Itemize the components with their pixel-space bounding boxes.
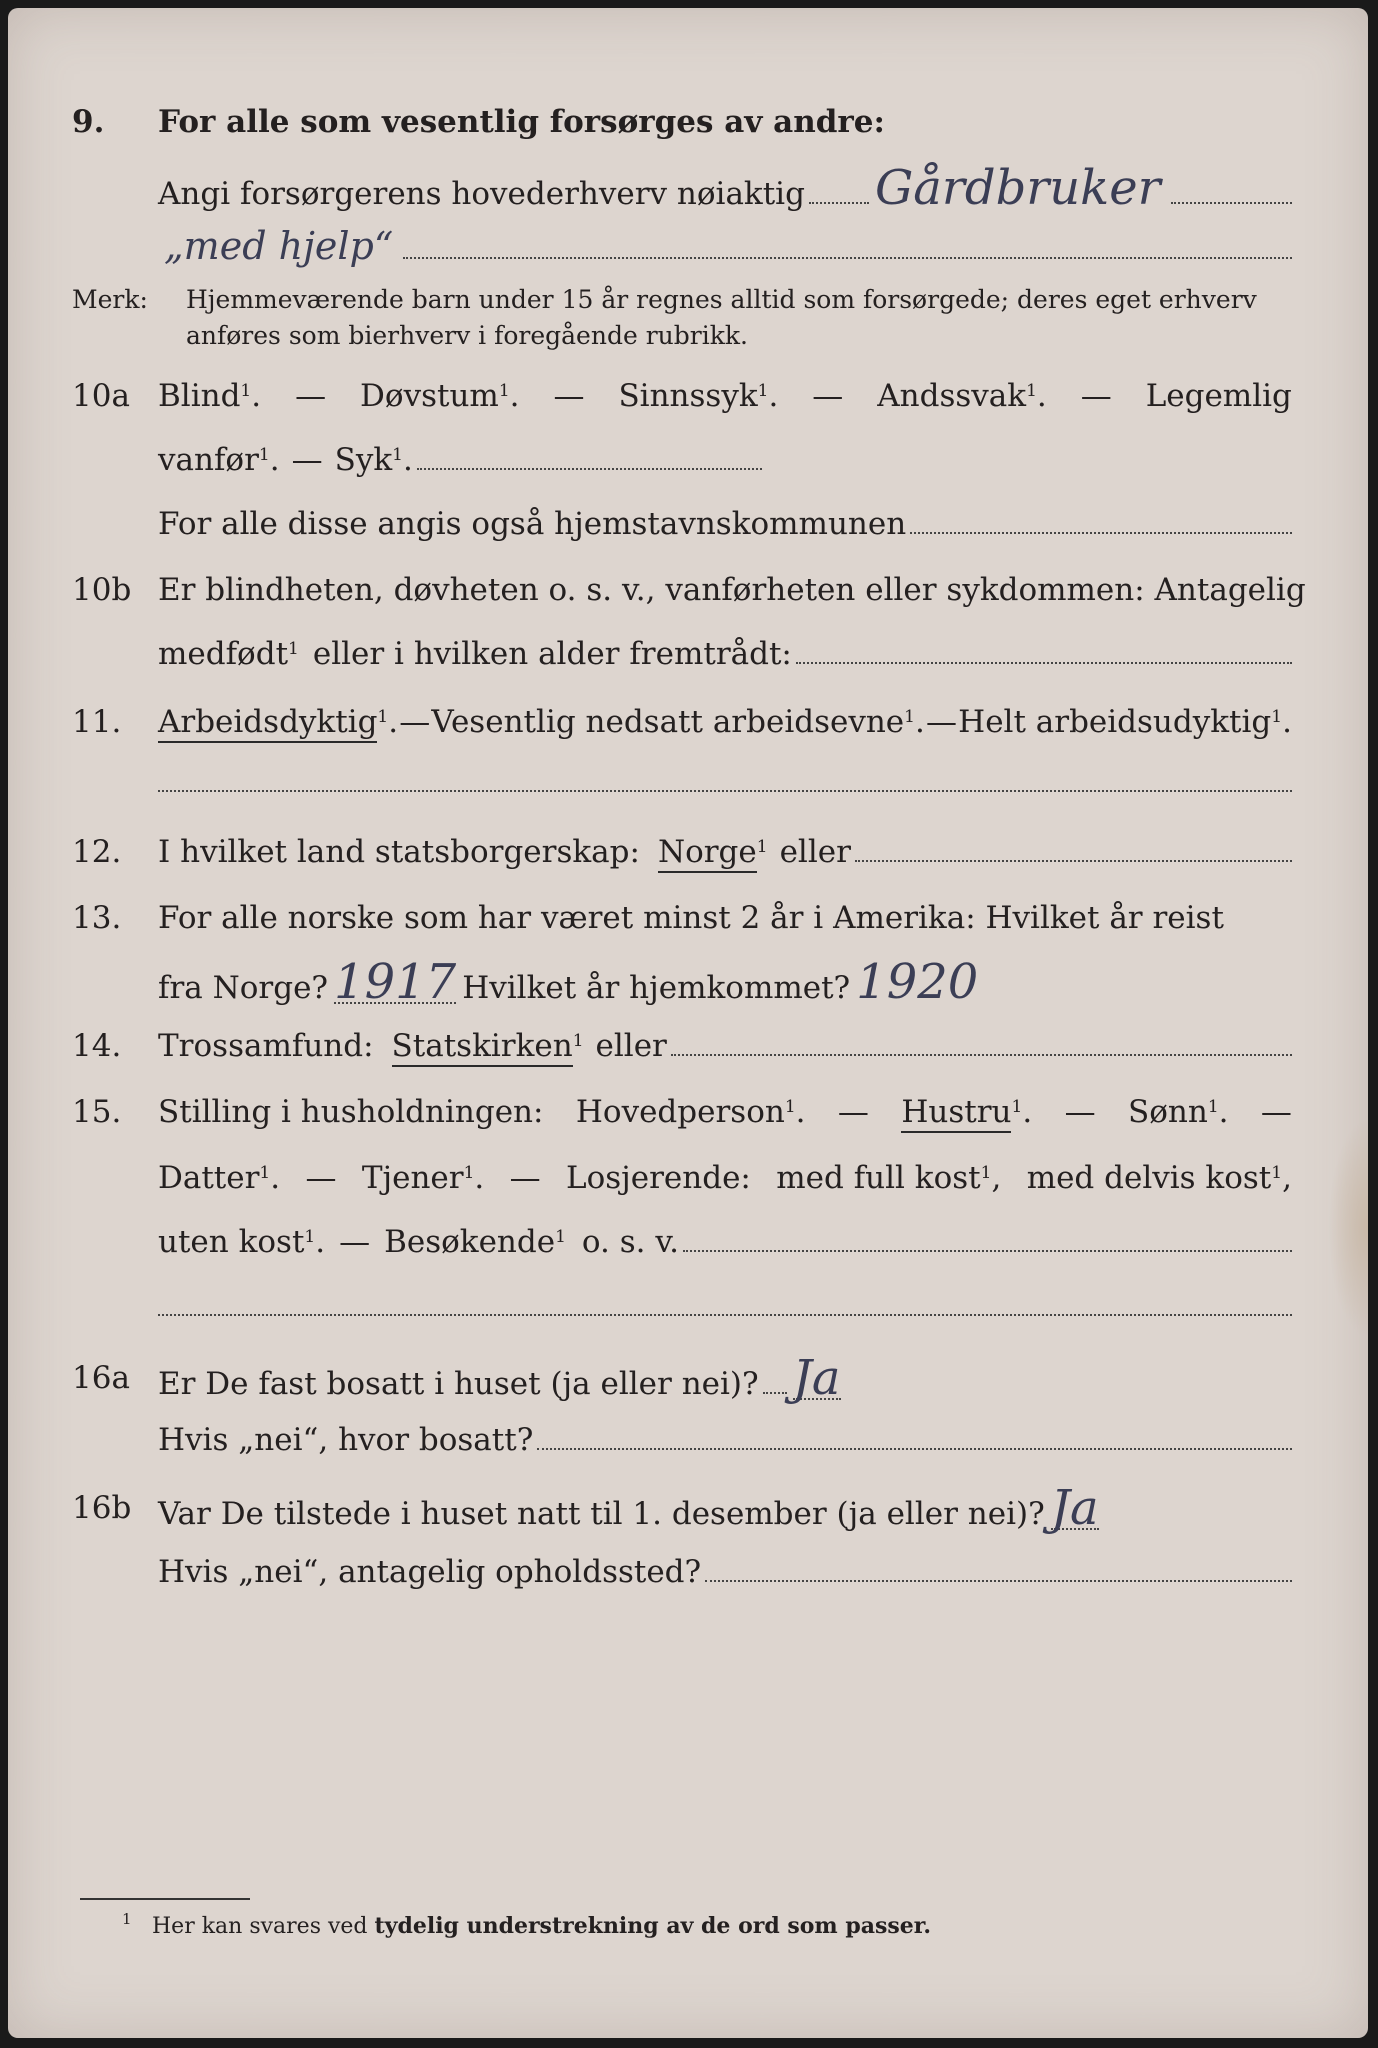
- q10a-hjemstavn-dots: [910, 508, 1292, 534]
- merk-label: Merk:: [72, 285, 148, 314]
- q14-number: 14.: [72, 1028, 122, 1064]
- q10a-line3: [158, 504, 1292, 544]
- q15-line3: [158, 1222, 1292, 1262]
- q16a-answer: Ja: [792, 1350, 841, 1406]
- q10a-legemlig: Legemlig: [1145, 378, 1292, 414]
- dash: —: [1064, 1094, 1096, 1130]
- q15-osv: o. s. v.: [581, 1224, 680, 1260]
- dash: —: [339, 1224, 371, 1260]
- q15-uten-kost: uten kost$^1$.: [158, 1224, 326, 1260]
- q13-line1: [158, 898, 1292, 938]
- q16b-hvis: Hvis „nei“, antagelig opholdssted?: [158, 1554, 702, 1590]
- footnote-mark: 1: [122, 1910, 132, 1928]
- q14-line: [158, 1026, 1292, 1066]
- dash: —: [812, 378, 844, 414]
- merk-line2: anføres som bierhverv i foregående rubrikk.: [186, 321, 748, 350]
- q10a-andssvak: Andssvak$^1$.: [877, 378, 1047, 414]
- q11-blank-line: [158, 766, 1292, 792]
- q10a-dovstum: Døvstum$^1$.: [360, 378, 520, 414]
- q16b-prompt: Var De tilstede i huset natt til 1. desember (ja eller nei)?: [158, 1496, 1045, 1532]
- q15-blank-line: [158, 1290, 1292, 1316]
- q16b-line1: [158, 1480, 1292, 1536]
- q16a-line1: [158, 1350, 1292, 1406]
- q15-full-kost: med full kost$^1$,: [776, 1160, 1002, 1196]
- q9-answer-cont: „med hjelp“: [164, 224, 394, 268]
- q12-eller: eller: [779, 834, 851, 870]
- q10a-line1: [158, 376, 1292, 416]
- q12-line: [158, 832, 1292, 872]
- q13-line2: [158, 954, 1292, 1010]
- q10a-sinnssyk: Sinnssyk$^1$.: [618, 378, 779, 414]
- q10a-vanfor: vanfør$^1$.: [158, 442, 280, 478]
- q16a-number: 16a: [72, 1360, 130, 1396]
- census-form-page: [8, 8, 1368, 2038]
- q15-line2: [158, 1158, 1292, 1198]
- q10a-syk: Syk$^1$.: [334, 442, 413, 478]
- q12-dots: [855, 836, 1292, 862]
- dash: —: [291, 442, 323, 478]
- q11-line1: [158, 702, 1292, 742]
- q14-dots: [671, 1030, 1292, 1056]
- q12-number: 12.: [72, 834, 122, 870]
- q11-udyktig: Helt arbeidsudyktig$^1$.: [958, 704, 1292, 740]
- q15-number: 15.: [72, 1094, 122, 1130]
- q15-prompt: Stilling i husholdningen:: [158, 1094, 544, 1130]
- q10a-blind: Blind$^1$.: [158, 378, 262, 414]
- q14-eller: eller: [595, 1028, 667, 1064]
- q15-losjerende: Losjerende:: [566, 1160, 751, 1196]
- q15-blank-dots: [158, 1290, 1292, 1316]
- q16b-hvis-dots: [705, 1556, 1292, 1582]
- q13-year-left: 1917: [334, 954, 457, 1010]
- q16a-prompt: Er De fast bosatt i huset (ja eller nei)?: [158, 1366, 759, 1402]
- q15-datter: Datter$^1$.: [158, 1160, 281, 1196]
- q15-besokende: Besøkende$^1$: [384, 1224, 566, 1260]
- q15-sonn: Sønn$^1$.: [1127, 1094, 1229, 1130]
- q10b-dots: [796, 638, 1292, 664]
- q16b-answer: Ja: [1050, 1480, 1099, 1536]
- q10b-line2-rest: eller i hvilken alder fremtrådt:: [312, 636, 792, 672]
- dash: —: [926, 704, 958, 740]
- q9-answer-dots: [809, 178, 869, 204]
- dash: —: [1080, 378, 1112, 414]
- q15-hustru: Hustru$^1$.: [901, 1092, 1032, 1132]
- q9-prompt-line: [158, 160, 1292, 216]
- q15-delvis-kost: med delvis kost$^1$,: [1026, 1160, 1292, 1196]
- q14-prompt: Trossamfund:: [158, 1028, 374, 1064]
- q16b-line2: [158, 1552, 1292, 1592]
- q10a-hjemstavn: For alle disse angis også hjemstavnskommunen: [158, 506, 907, 542]
- footnote-rule: [80, 1898, 250, 1900]
- dash: —: [305, 1160, 337, 1196]
- q10b-medfodt: medfødt$^1$: [158, 636, 299, 672]
- q9-prompt: Angi forsørgerens hovederhverv nøiaktig: [158, 176, 805, 212]
- q10b-number: 10b: [72, 572, 132, 608]
- dash: —: [509, 1160, 541, 1196]
- dash: —: [295, 378, 327, 414]
- q10b-line1-text: Er blindheten, døvheten o. s. v., vanførheten eller sykdommen: Antagelig: [158, 572, 1306, 608]
- dash: —: [399, 704, 431, 740]
- q13-line1-text: For alle norske som har været minst 2 år i Amerika: Hvilket år reist: [158, 900, 1224, 936]
- q16a-hvis-dots: [537, 1424, 1292, 1450]
- paper-stain: [1328, 1118, 1368, 1338]
- q10a-line2: [158, 440, 1292, 480]
- q11-arbeidsdyktig: Arbeidsdyktig$^1$.: [158, 702, 398, 742]
- q16a-dots: [763, 1368, 787, 1394]
- q13-hjemkommet: Hvilket år hjemkommet?: [462, 970, 851, 1006]
- q15-line1: [158, 1092, 1292, 1132]
- q16a-line2: [158, 1420, 1292, 1460]
- q12-prompt: I hvilket land statsborgerskap:: [158, 834, 640, 870]
- q13-number: 13.: [72, 900, 122, 936]
- dash: —: [553, 378, 585, 414]
- merk-line1: Hjemmeværende barn under 15 år regnes alltid som forsørgede; deres eget erhverv: [186, 285, 1257, 314]
- footnote-plain: Her kan svares ved: [152, 1914, 368, 1939]
- q15-dots: [683, 1226, 1292, 1252]
- q11-number: 11.: [72, 704, 122, 740]
- dash: —: [837, 1094, 869, 1130]
- q16b-number: 16b: [72, 1490, 132, 1526]
- q16a-hvis: Hvis „nei“, hvor bosatt?: [158, 1422, 534, 1458]
- q13-year-return: 1920: [856, 954, 979, 1010]
- q9-answer: Gårdbruker: [874, 160, 1161, 216]
- dash: —: [1260, 1094, 1292, 1130]
- footnote-text: [152, 1912, 931, 1941]
- q9-title-text: For alle som vesentlig forsørges av andre:: [158, 104, 885, 140]
- q9-answer-cont-line: [158, 226, 1292, 266]
- q10a-number: 10a: [72, 378, 130, 414]
- q15-hovedperson: Hovedperson$^1$.: [575, 1094, 806, 1130]
- q14-statskirken: Statskirken$^1$: [392, 1026, 584, 1066]
- q11-dots: [158, 766, 1292, 792]
- q10a-syk-dots: [417, 444, 762, 470]
- q13-fra-norge: fra Norge?: [158, 970, 329, 1006]
- q9-cont-dots: [403, 233, 1292, 259]
- q9-title: [158, 102, 1292, 142]
- q10b-line2: [158, 634, 1292, 674]
- q10b-line1: [158, 570, 1306, 610]
- q15-tjener: Tjener$^1$.: [361, 1160, 485, 1196]
- footnote-bold: tydelig understrekning av de ord som passer.: [374, 1913, 932, 1939]
- q9-number: 9.: [72, 104, 105, 140]
- q11-nedsatt: Vesentlig nedsatt arbeidsevne$^1$.: [431, 704, 925, 740]
- q12-norge: Norge$^1$: [658, 832, 768, 872]
- q9-answer-dots-end: [1171, 178, 1292, 204]
